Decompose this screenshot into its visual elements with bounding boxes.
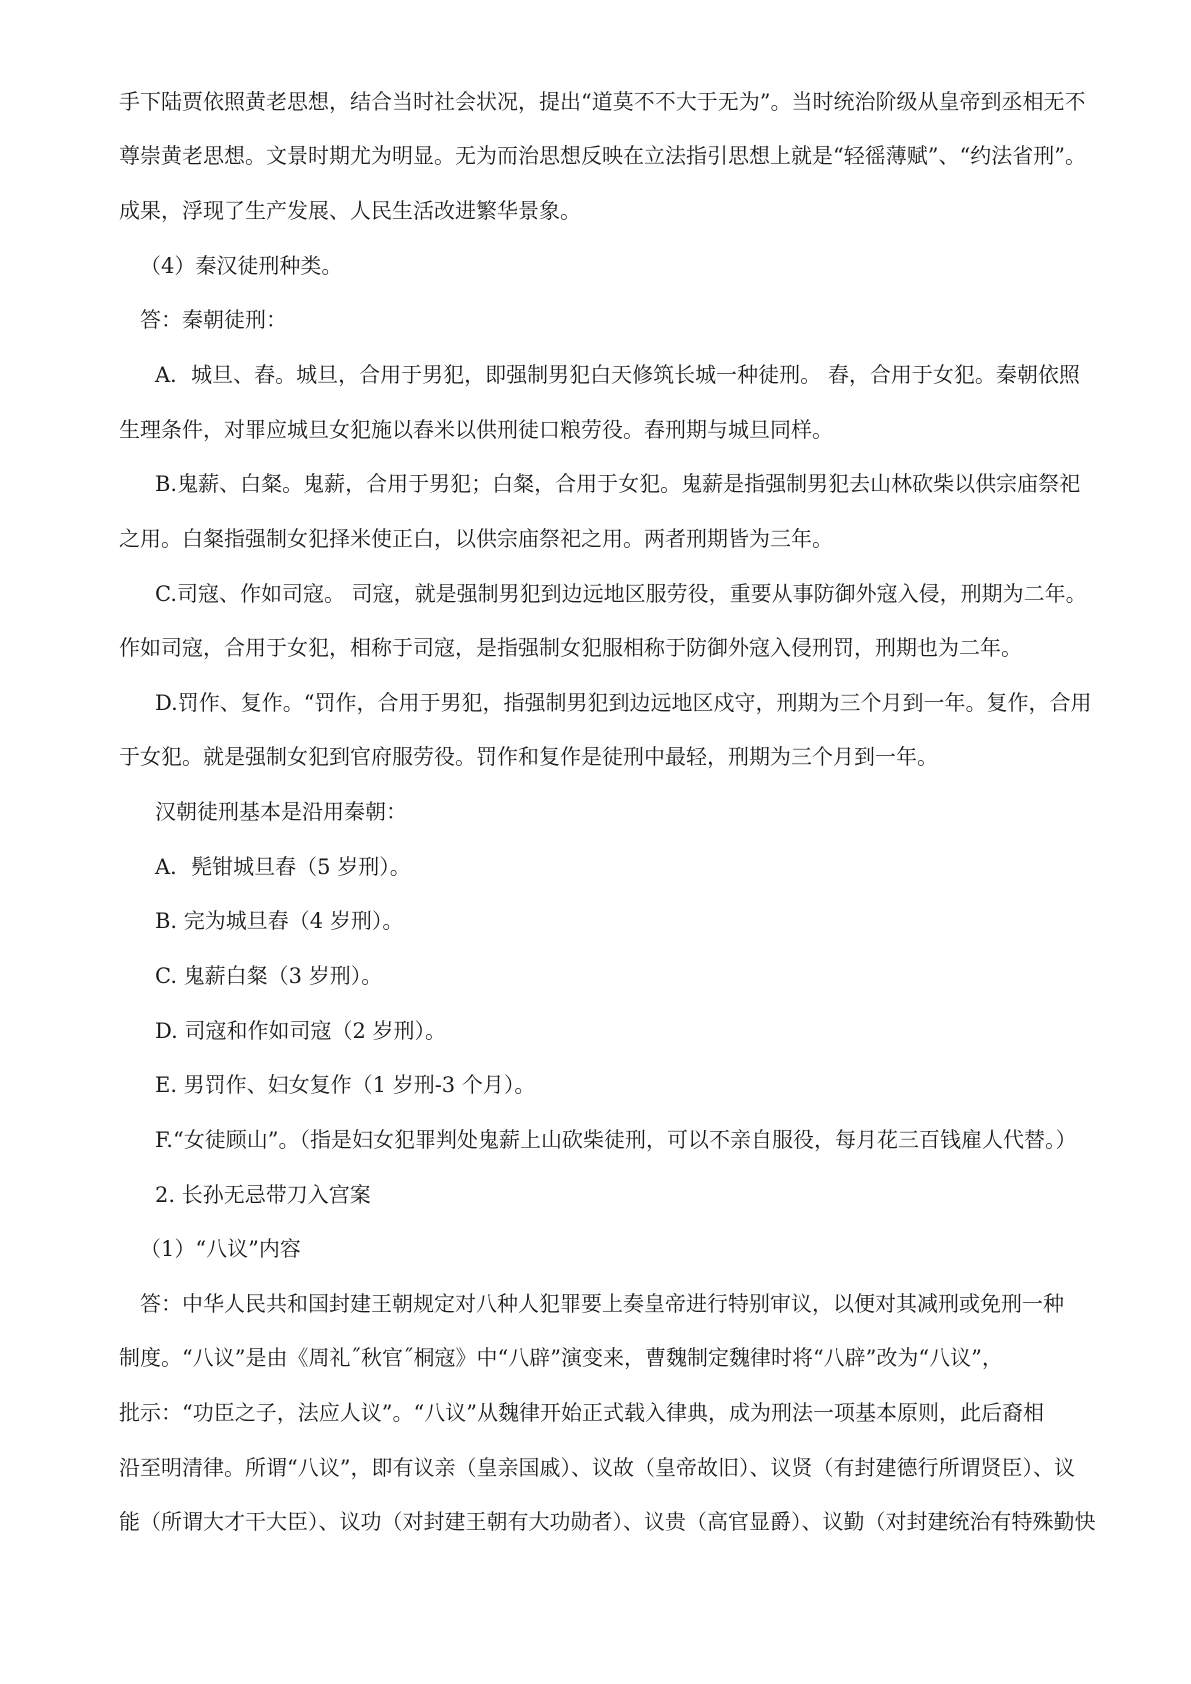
list-item: E. 男罚作、妇女复作（1 岁刑-3 个月）。 (155, 1073, 536, 1097)
list-item: D. 司寇和作如司寇（2 岁刑）。 (155, 1019, 446, 1043)
text-line: 之用。白粲指强制女犯择米使正白，以供宗庙祭祀之用。两者刑期皆为三年。 (119, 527, 833, 551)
text-line: B.鬼薪、白粲。鬼薪，合用于男犯；白粲，合用于女犯。鬼薪是指强制男犯去山林砍柴以供宗庙祭祀 (155, 472, 1081, 496)
list-item: A．髡钳城旦舂（5 岁刑）。 (155, 855, 411, 879)
text-line: 答：秦朝徒刑： (140, 308, 287, 332)
text-line: 沿至明清律。所谓“八议”，即有议亲（皇亲国戚）、议故（皇帝故旧）、议贤（有封建德行所谓贤臣）、议 (119, 1456, 1075, 1480)
section-heading: （1）“八议”内容 (140, 1237, 301, 1261)
text-line: 批示：“功臣之子，法应人议”。“八议”从魏律开始正式载入律典，成为刑法一项基本原则，此后裔相 (119, 1401, 1044, 1425)
text-line: 成果，浮现了生产发展、人民生活改进繁华景象。 (119, 199, 581, 223)
text-line: C.司寇、作如司寇。 司寇，就是强制男犯到边远地区服劳役，重要从事防御外寇入侵，刑期为二年。 (155, 582, 1087, 606)
text-line: 尊崇黄老思想。文景时期尤为明显。无为而治思想反映在立法指引思想上就是“轻徭薄赋”、“约法省刑”。 (119, 144, 1086, 168)
text-line: 答：中华人民共和国封建王朝规定对八种人犯罪要上奏皇帝进行特别审议，以便对其减刑或免刑一种 (140, 1292, 1064, 1316)
text-line: 能（所谓大才干大臣）、议功（对封建王朝有大功勋者）、议贵（高官显爵）、议勤（对封建统治有特殊勤快 (119, 1510, 1096, 1534)
text-line: 于女犯。就是强制女犯到官府服劳役。罚作和复作是徒刑中最轻，刑期为三个月到一年。 (119, 745, 938, 769)
text-line: A．城旦、舂。城旦，合用于男犯，即强制男犯白天修筑长城一种徒刑。 舂，合用于女犯。秦朝依照 (155, 363, 1080, 387)
text-line: 汉朝徒刑基本是沿用秦朝： (155, 800, 407, 824)
list-item: B. 完为城旦舂（4 岁刑）。 (155, 909, 404, 933)
section-heading: （4）秦汉徒刑种类。 (140, 254, 343, 278)
text-line: 手下陆贾依照黄老思想，结合当时社会状况，提出“道莫不不大于无为”。当时统治阶级从皇帝到丞相无不 (119, 90, 1086, 114)
text-line: 生理条件，对罪应城旦女犯施以舂米以供刑徒口粮劳役。舂刑期与城旦同样。 (119, 418, 833, 442)
text-line: D.罚作、复作。“罚作，合用于男犯，指强制男犯到边远地区戍守，刑期为三个月到一年。复作，合用 (155, 691, 1092, 715)
section-heading: 2. 长孙无忌带刀入宫案 (155, 1183, 371, 1207)
text-line: 作如司寇，合用于女犯，相称于司寇，是指强制女犯服相称于防御外寇入侵刑罚，刑期也为二年。 (119, 636, 1022, 660)
text-line: 制度。“八议”是由《周礼˝秋官˝桐寇》中“八辟”演变来，曹魏制定魏律时将“八辟”改为“八议”， (119, 1346, 1003, 1370)
list-item: C. 鬼薪白粲（3 岁刑）。 (155, 964, 383, 988)
list-item: F.“女徒顾山”。（指是妇女犯罪判处鬼薪上山砍柴徒刑，可以不亲自服役，每月花三百钱雇人代替。） (155, 1128, 1077, 1152)
